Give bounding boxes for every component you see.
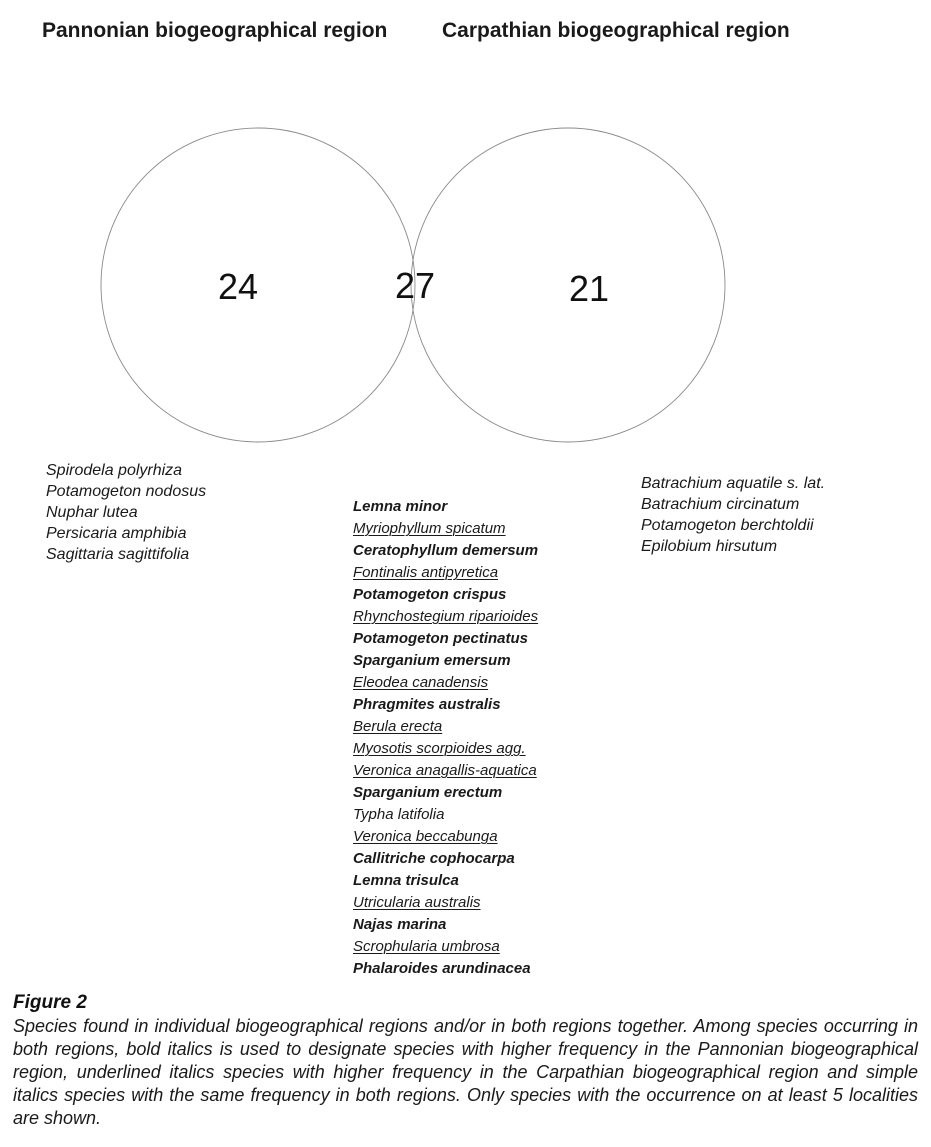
species-item: Sagittaria sagittifolia	[46, 546, 190, 563]
shared-species-item: Potamogeton crispus	[353, 586, 507, 603]
shared-species-item: Callitriche cophocarpa	[353, 850, 515, 867]
shared-species-item: Utricularia australis	[353, 894, 481, 911]
shared-species-item: Scrophularia umbrosa	[353, 938, 500, 955]
shared-species-item: Ceratophyllum demersum	[353, 542, 539, 559]
shared-species-item: Veronica anagallis-aquatica	[353, 762, 537, 779]
caption-text: Species found in individual biogeographical regions and/or in both regions together. Among species occurring in both regions, bold italics is used to designate species with higher frequency in the Pannonian biogeographical region, underlined italics species with higher frequency in the Carpathian biogeographical region and simple italics species with the same frequency in both regions. Only species with the occurrence on at least 5 localities are shown.	[13, 1016, 918, 1128]
shared-species-list	[353, 496, 538, 980]
carpathian-only-count: 21	[568, 268, 610, 309]
species-item: Batrachium aquatile s. lat.	[641, 475, 826, 492]
pannonian-species-list	[46, 460, 206, 565]
shared-species-item: Myriophyllum spicatum	[353, 520, 506, 537]
carpathian-species-list	[641, 473, 825, 557]
shared-species-item: Typha latifolia	[353, 806, 445, 823]
species-item: Epilobium hirsutum	[641, 538, 778, 555]
shared-species-item: Lemna minor	[353, 498, 448, 515]
shared-species-item: Lemna trisulca	[353, 872, 459, 889]
figure-caption	[13, 991, 918, 1130]
species-item: Batrachium circinatum	[641, 496, 800, 513]
shared-species-item: Phalaroides arundinacea	[353, 960, 531, 977]
shared-species-count: 27	[394, 265, 436, 306]
caption-label: Figure 2	[13, 992, 87, 1013]
carpathian-region-title: Carpathian biogeographical region	[442, 19, 790, 42]
shared-species-item: Potamogeton pectinatus	[353, 630, 529, 647]
shared-species-item: Sparganium emersum	[353, 652, 511, 669]
shared-species-item: Fontinalis antipyretica	[353, 564, 499, 581]
species-item: Nuphar lutea	[46, 504, 138, 521]
species-item: Persicaria amphibia	[46, 525, 187, 542]
shared-species-item: Eleodea canadensis	[353, 674, 489, 691]
pannonian-only-count: 24	[217, 266, 259, 307]
shared-species-item: Veronica beccabunga	[353, 828, 498, 845]
species-item: Potamogeton nodosus	[46, 483, 207, 500]
species-item: Spirodela polyrhiza	[46, 462, 183, 479]
shared-species-item: Berula erecta	[353, 718, 443, 735]
species-item: Potamogeton berchtoldii	[641, 517, 814, 534]
venn-diagram	[0, 0, 931, 500]
shared-species-item: Rhynchostegium riparioides	[353, 608, 539, 625]
shared-species-item: Phragmites australis	[353, 696, 501, 713]
shared-species-item: Najas marina	[353, 916, 447, 933]
shared-species-item: Sparganium erectum	[353, 784, 503, 801]
shared-species-item: Myosotis scorpioides agg.	[353, 740, 526, 757]
pannonian-region-title: Pannonian biogeographical region	[42, 19, 388, 42]
